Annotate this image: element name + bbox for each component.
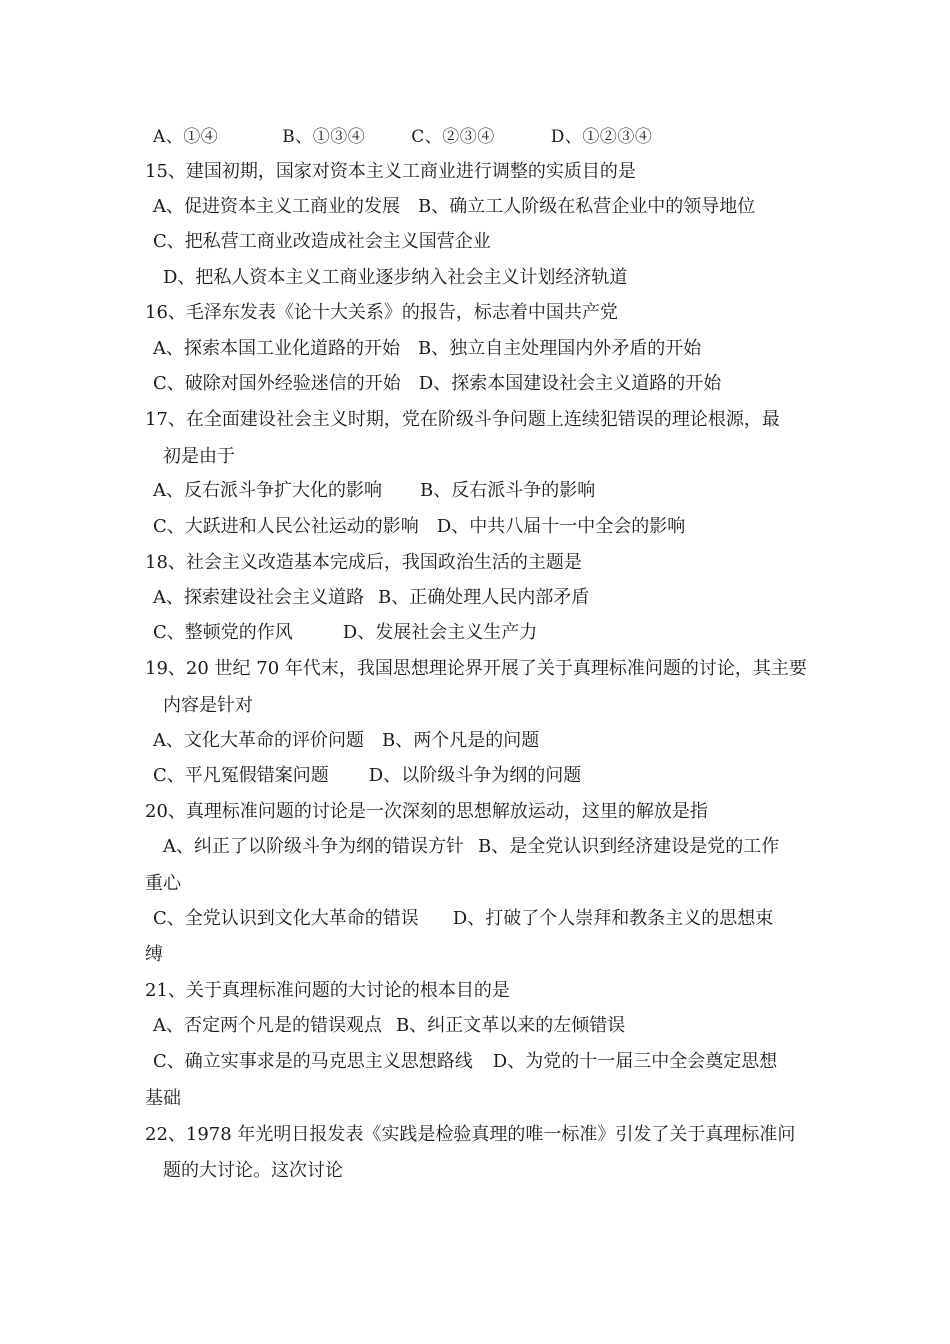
q19-stem-line2: 内容是针对 [163, 695, 253, 716]
q18-option-d: D、发展社会主义生产力 [342, 622, 538, 643]
q19-options-cd [153, 765, 581, 787]
q17-option-b: B、反右派斗争的影响 [420, 480, 596, 501]
q15-option-c: C、把私营工商业改造成社会主义国营企业 [153, 231, 491, 252]
q15-option-b: B、确立工人阶级在私营企业中的领导地位 [418, 196, 756, 217]
q17-option-a: A、反右派斗争扩大化的影响 [153, 480, 382, 501]
q19-option-d: D、以阶级斗争为纲的问题 [368, 765, 582, 786]
q20-option-a: A、纠正了以阶级斗争为纲的错误方针 [163, 836, 464, 857]
q20-option-b-line2: 重心 [145, 873, 181, 894]
q14-option-a: A、①④ [153, 127, 219, 147]
q20-option-d-line1: D、打破了个人崇拜和教条主义的思想束 [452, 908, 774, 929]
q16-options-cd [153, 373, 721, 395]
q20-option-c: C、全党认识到文化大革命的错误 [153, 908, 419, 929]
q21-option-a: A、否定两个凡是的错误观点 [153, 1015, 382, 1036]
q19-option-a: A、文化大革命的评价问题 [153, 730, 364, 751]
q17-stem-line2: 初是由于 [163, 446, 235, 467]
q17-stem-line1: 17、在全面建设社会主义时期，党在阶级斗争问题上连续犯错误的理论根源，最 [145, 409, 780, 430]
q19-options-ab [153, 730, 539, 752]
q21-options-cd [153, 1051, 777, 1073]
q14-option-c: C、②③④ [411, 127, 495, 147]
q14-options [153, 126, 652, 148]
q20-options-cd [153, 908, 773, 930]
q19-stem-line1: 19、20 世纪 70 年代末，我国思想理论界开展了关于真理标准问题的讨论，其主要 [145, 658, 807, 679]
q18-option-c: C、整顿党的作风 [153, 622, 293, 643]
q22-stem-line1: 22、1978 年光明日报发表《实践是检验真理的唯一标准》引发了关于真理标准问 [145, 1124, 796, 1145]
q20-option-d-line2: 缚 [145, 944, 163, 965]
q22-stem-line2: 题的大讨论。这次讨论 [163, 1160, 343, 1181]
q21-option-d-line1: D、为党的十一届三中全会奠定思想 [492, 1051, 778, 1072]
q14-option-d: D、①②③④ [550, 127, 653, 147]
q18-options-ab [153, 587, 589, 609]
q21-options-ab [153, 1015, 625, 1037]
q18-option-b: B、正确处理人民内部矛盾 [378, 587, 590, 608]
q16-options-ab [153, 338, 701, 360]
q20-stem: 20、真理标准问题的讨论是一次深刻的思想解放运动，这里的解放是指 [145, 801, 708, 822]
q18-options-cd [153, 622, 537, 644]
q20-option-b-line1: B、是全党认识到经济建设是党的工作 [478, 836, 780, 857]
q15-option-a: A、促进资本主义工商业的发展 [153, 196, 400, 217]
q17-options-ab [153, 480, 595, 502]
q21-stem: 21、关于真理标准问题的大讨论的根本目的是 [145, 980, 510, 1001]
q17-options-cd [153, 516, 685, 538]
q18-stem: 18、社会主义改造基本完成后，我国政治生活的主题是 [145, 552, 582, 573]
q15-options-ab [153, 196, 755, 218]
q16-stem: 16、毛泽东发表《论十大关系》的报告，标志着中国共产党 [145, 302, 618, 323]
q21-option-d-line2: 基础 [145, 1088, 181, 1109]
q16-option-a: A、探索本国工业化道路的开始 [153, 338, 400, 359]
q19-option-b: B、两个凡是的问题 [382, 730, 540, 751]
q18-option-a: A、探索建设社会主义道路 [153, 587, 364, 608]
q21-option-b: B、纠正文革以来的左倾错误 [396, 1015, 626, 1036]
q14-option-b: B、①③④ [282, 127, 366, 147]
q16-option-d: D、探索本国建设社会主义道路的开始 [418, 373, 722, 394]
q16-option-c: C、破除对国外经验迷信的开始 [153, 373, 401, 394]
q15-option-d: D、把私人资本主义工商业逐步纳入社会主义计划经济轨道 [163, 267, 628, 288]
q15-stem: 15、建国初期，国家对资本主义工商业进行调整的实质目的是 [145, 161, 636, 182]
q17-option-c: C、大跃进和人民公社运动的影响 [153, 516, 419, 537]
q19-option-c: C、平凡冤假错案问题 [153, 765, 329, 786]
q16-option-b: B、独立自主处理国内外矛盾的开始 [418, 338, 702, 359]
q20-options-ab [163, 836, 779, 858]
q17-option-d: D、中共八届十一中全会的影响 [436, 516, 686, 537]
q21-option-c: C、确立实事求是的马克思主义思想路线 [153, 1051, 473, 1072]
